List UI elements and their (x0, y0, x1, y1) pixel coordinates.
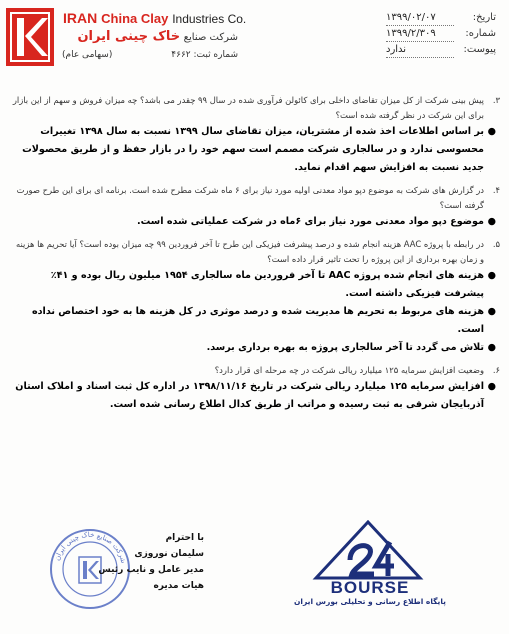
answer-text: موضوع دپو مواد معدنی مورد نیاز برای ۶ماه در شرکت عملیاتی شده است. (136, 216, 484, 227)
meta-attachment-value: ندارد (386, 44, 407, 55)
answer-5-2 (10, 303, 502, 339)
bullet-icon: ● (487, 306, 496, 317)
company-main-fa: خاک چینی ایران (77, 29, 181, 44)
bourse-subtitle: پایگاه اطلاع رسانی و تحلیلی بورس ایران (294, 597, 446, 606)
bourse-wordmark: BOURSE (330, 578, 410, 597)
meta-number-label: شماره: (465, 28, 496, 39)
company-prefix-fa: شرکت صنایع (183, 32, 238, 43)
question-number: ۵. (492, 239, 500, 249)
answer-5-3 (10, 339, 502, 357)
answer-text: بر اساس اطلاعات اخذ شده از مشتریان، میزان تقاضای سال ۱۳۹۹ نسبت به سال ۱۳۹۸ تغییرات محسوسی ندارد و در سالجاری شرکت مصمم است سهم خود را در بازار حفظ و از طریق محصولات جدید نسبت به افزایش سهم اقدام نماید. (22, 126, 484, 173)
bullet-icon: ● (487, 216, 496, 227)
closing-text: با احترام (165, 533, 204, 543)
signatory-name: سلیمان نوروزی (134, 549, 204, 559)
svg-text:شرکت صنایع خاک چینی ایران: شرکت صنایع خاک چینی ایران (53, 530, 128, 565)
share-type: (سهامی عام) (62, 50, 113, 60)
letter-meta (386, 12, 496, 60)
answer-text: افزایش سرمایه ۱۲۵ میلیارد ریالی شرکت در تاریخ ۱۳۹۸/۱۱/۱۶ در اداره کل ثبت اسناد و املاک استان آذربایجان شرقی به ثبت رسیده و مراتب از طریق کدال اطلاع رسانی شده است. (15, 381, 484, 410)
registration-row (62, 50, 238, 64)
question-number: ۴. (492, 185, 500, 195)
registration-number: شماره ثبت: ۴۶۶۲ (171, 50, 238, 60)
company-name-part1: IRAN (63, 10, 98, 26)
question-text: پیش بینی شرکت از کل میزان تقاضای داخلی برای کائولن فرآوری شده در سال ۹۹ چقدر می باشد؟ چه میزان فروش و سهم از این بازار برای این شرکت در نظر گرفته شده است؟ (12, 95, 484, 120)
question-5 (10, 237, 502, 267)
answer-text: هزینه های انجام شده پروژه AAC تا آخر فروردین ماه سالجاری ۱۹۵۴ میلیون ریال بوده و ۴۱٪ پیشرفت فیزیکی داشته است. (50, 270, 484, 299)
letter-body (10, 93, 502, 414)
bullet-icon: ● (487, 342, 496, 353)
meta-date-label: تاریخ: (472, 12, 496, 23)
answer-4-1 (10, 213, 502, 231)
question-number: ۳. (492, 95, 500, 105)
signatory-title: مدیر عامل و نایب رئیس هیات مدیره (98, 565, 204, 591)
question-text: در گزارش های شرکت به موضوع دپو مواد معدنی اولیه مورد نیاز برای ۶ ماه شرکت مطرح شده است. برنامه ای برای این طرح صورت گرفته است؟ (16, 185, 484, 210)
company-name-part2: China Clay (101, 11, 169, 26)
meta-number-value: ۱۳۹۹/۲/۳۰۹ (386, 28, 436, 39)
answer-5-1 (10, 267, 502, 303)
meta-attachment (386, 44, 496, 60)
question-text: وضعیت افزایش سرمایه ۱۲۵ میلیارد ریالی شرکت در چه مرحله ای قرار دارد؟ (214, 365, 484, 375)
answer-text: تلاش می گردد تا آخر سالجاری پروژه به بهره برداری برسد. (206, 342, 484, 353)
answer-3-1 (10, 123, 502, 177)
answer-text: هزینه های مربوط به تحریم ها مدیریت شده و درصد موثری در کل هزینه ها به خود اختصاص نداده است. (31, 306, 484, 335)
question-6 (10, 363, 502, 378)
answer-6-1 (10, 378, 502, 414)
meta-date (386, 12, 496, 28)
company-name-fa (62, 29, 238, 44)
signature-block (96, 530, 204, 594)
meta-number (386, 28, 496, 44)
bullet-icon: ● (487, 270, 496, 281)
bullet-icon: ● (487, 381, 496, 392)
question-number: ۶. (492, 365, 500, 375)
meta-attachment-label: پیوست: (463, 44, 496, 55)
company-logo (6, 8, 54, 66)
company-name-part3: Industries Co. (172, 12, 247, 26)
question-3 (10, 93, 502, 123)
question-text: در رابطه با پروژه AAC هزینه انجام شده و درصد پیشرفت فیزیکی این طرح تا آخر فروردین ۹۹ چه میزان بوده است؟ آیا تحریم ها هزینه و زمان بهره برداری از این پروژه را تحت تاثیر قرار داده است؟ (16, 239, 484, 264)
meta-date-value: ۱۳۹۹/۰۲/۰۷ (386, 12, 436, 23)
company-name-en (63, 10, 246, 26)
question-4 (10, 183, 502, 213)
bullet-icon: ● (487, 126, 496, 137)
